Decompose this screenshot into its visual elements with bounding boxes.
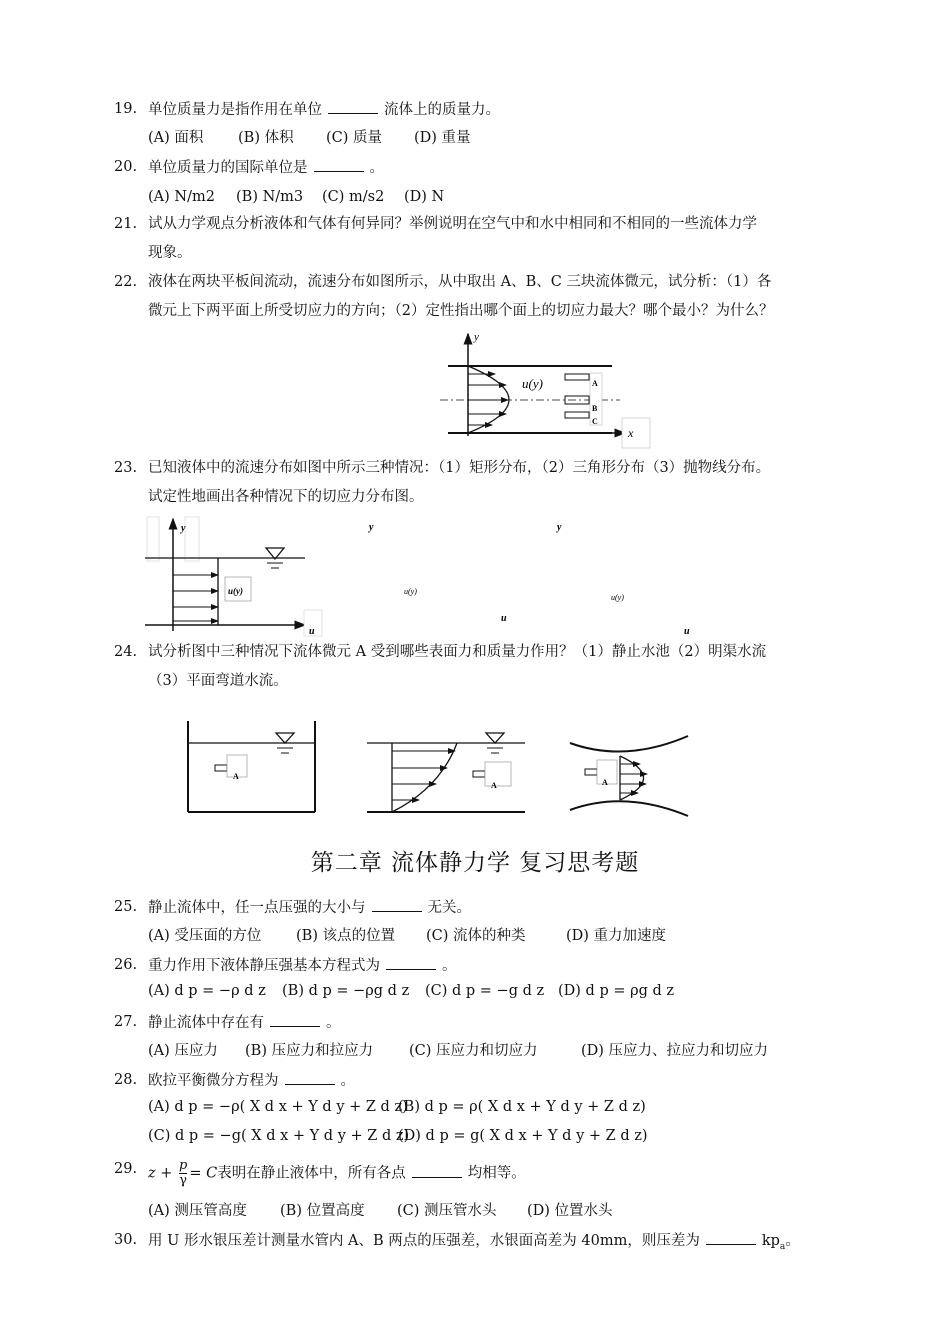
q29-stem [148, 1159, 526, 1188]
q22-line1: 液体在两块平板间流动，流速分布如图所示，从中取出 A、B、C 三块流体微元，试分析：（1）各 [148, 274, 772, 290]
q23-y-label-1: y [181, 523, 186, 534]
q23-line2: 试定性地画出各种情况下的切应力分布图。 [148, 489, 424, 505]
q28-text: 欧拉平衡微分方程为 [148, 1073, 279, 1089]
q19-number: 19. [114, 101, 138, 117]
q29-option-d: (D) 位置水头 [527, 1203, 613, 1219]
q20-text: 单位质量力的国际单位是 [148, 160, 308, 176]
q20-blank [314, 157, 364, 172]
q23-axis-label-2: u [501, 613, 507, 624]
q27-option-a: (A) 压应力 [148, 1043, 218, 1059]
q22-x-label: x [628, 426, 634, 440]
q29-text: 表明在静止液体中，所有各点 [217, 1165, 406, 1182]
q29-formula-left: z + [148, 1165, 173, 1182]
q28-text-end: 。 [340, 1073, 355, 1089]
q22-element-a [565, 374, 589, 380]
q27-blank [270, 1012, 320, 1027]
q20-text-end: 。 [369, 160, 384, 176]
q27-option-c: (C) 压应力和切应力 [409, 1043, 538, 1059]
q24-a-label-1: A [233, 772, 239, 781]
q29-fraction [179, 1159, 187, 1188]
q26-options [148, 981, 674, 1001]
q30-stem [148, 1230, 800, 1257]
q29-number: 29. [114, 1161, 138, 1177]
q22-y-label: y [474, 331, 479, 343]
q22-b-label: B [592, 404, 598, 413]
q30-blank [706, 1230, 756, 1245]
q26-option-b: (B) d p = −ρg d z [282, 983, 410, 999]
q22-a-label: A [592, 379, 598, 388]
q25-stem [148, 897, 471, 918]
q26-option-a: (A) d p = −ρ d z [148, 983, 266, 999]
q20-option-a: (A) N/m2 [148, 189, 215, 205]
q27-text: 静止流体中存在有 [148, 1015, 264, 1031]
q28-option-b: (B) d p = ρ( X d x + Y d y + Z d z) [398, 1099, 646, 1115]
q27-option-d: (D) 压应力、拉应力和切应力 [581, 1043, 769, 1059]
q26-blank [386, 955, 436, 970]
q26-option-c: (C) d p = −g d z [425, 983, 545, 999]
q24-line1: 试分析图中三种情况下流体微元 A 受到哪些表面力和质量力作用？（1）静止水池（2）明渠水流 [148, 644, 767, 660]
q25-text-end: 无关。 [427, 900, 471, 916]
q29-fraction-den: γ [179, 1173, 188, 1188]
q30-unit-sub: a [779, 1241, 786, 1252]
q28-number: 28. [114, 1072, 138, 1088]
q23-line1: 已知液体中的流速分布如图中所示三种情况：（1）矩形分布，（2）三角形分布（3）抛物线分布。 [148, 460, 771, 476]
q22-line2: 微元上下两平面上所受切应力的方向；（2）定性指出哪个面上的切应力最大？哪个最小？为什么？ [148, 303, 774, 319]
q24-static-tank [188, 721, 315, 812]
q19-text: 单位质量力是指作用在单位 [148, 102, 322, 118]
q23-number: 23. [114, 460, 138, 476]
chapter-heading: 第二章 流体静力学 复习思考题 [310, 850, 640, 876]
q24-figure [185, 718, 705, 818]
q24-line2: （3）平面弯道水流。 [148, 673, 288, 689]
q26-text: 重力作用下液体静压强基本方程式为 [148, 958, 380, 974]
q30-text: 用 U 形水银压差计测量水管内 A、B 两点的压强差，水银面高差为 40mm，则压差为 [148, 1233, 700, 1249]
q27-options [148, 1041, 768, 1061]
q21-line1: 试从力学观点分析液体和气体有何异同？举例说明在空气中和水中相同和不相同的一些流体力学 [148, 216, 757, 232]
q26-option-d: (D) d p = ρg d z [558, 983, 675, 999]
q27-text-end: 。 [326, 1015, 341, 1031]
q22-element-c [565, 412, 589, 418]
q29-formula-right: = C [189, 1165, 218, 1182]
q29-fraction-num: p [179, 1158, 188, 1173]
q20-options [148, 187, 444, 207]
q22-figure [440, 328, 670, 453]
q23-y-label-2: y [369, 522, 374, 533]
q29-options [148, 1201, 613, 1221]
q19-blank [328, 99, 378, 114]
q19-option-c: (C) 质量 [326, 130, 383, 146]
q19-stem [148, 99, 500, 120]
q23-u-label-3: u(y) [611, 593, 624, 602]
q25-option-a: (A) 受压面的方位 [148, 928, 262, 944]
q28-option-d: (D) d p = g( X d x + Y d y + Z d z) [398, 1128, 648, 1144]
q22-x-label-box [622, 418, 650, 448]
q20-number: 20. [114, 159, 138, 175]
q28-blank [285, 1070, 335, 1085]
q30-unit: kp [761, 1233, 780, 1249]
q28-stem [148, 1070, 355, 1091]
q19-option-a: (A) 面积 [148, 130, 204, 146]
q20-option-d: (D) N [404, 189, 445, 205]
q21-line2: 现象。 [148, 245, 192, 261]
q23-axis-label-3: u [684, 626, 690, 637]
q27-stem [148, 1012, 341, 1033]
q23-axis-label-1: u [309, 626, 315, 637]
q28-option-c: (C) d p = −g( X d x + Y d y + Z d z) [148, 1128, 410, 1144]
q22-c-label: C [592, 417, 598, 426]
q19-options [148, 128, 471, 148]
q22-u-label: u(y) [522, 376, 543, 391]
q22-number: 22. [114, 274, 138, 290]
q19-option-b: (B) 体积 [238, 130, 294, 146]
q25-option-b: (B) 该点的位置 [296, 928, 396, 944]
q30-number: 30. [114, 1232, 138, 1248]
q24-curved-channel [570, 736, 688, 816]
water-surface-icon [266, 548, 284, 559]
q30-text-end: 。 [785, 1233, 800, 1249]
q24-a-label-2: A [491, 781, 497, 790]
q20-option-b: (B) N/m3 [236, 189, 304, 205]
q23-u-label-1: u(y) [228, 586, 243, 596]
q24-number: 24. [114, 644, 138, 660]
q23-y-label-3: y [557, 522, 562, 533]
q26-text-end: 。 [442, 958, 457, 974]
q29-blank [412, 1163, 462, 1178]
q28-option-a: (A) d p = −ρ( X d x + Y d y + Z d z) [148, 1099, 408, 1115]
q26-number: 26. [114, 957, 138, 973]
q23-u-label-2: u(y) [404, 587, 417, 596]
q29-option-a: (A) 测压管高度 [148, 1203, 247, 1219]
q26-stem [148, 955, 457, 976]
q24-open-channel [367, 733, 525, 812]
q25-blank [372, 897, 422, 912]
q27-number: 27. [114, 1014, 138, 1030]
q25-text: 静止流体中，任一点压强的大小与 [148, 900, 366, 916]
q29-option-c: (C) 测压管水头 [397, 1203, 497, 1219]
q19-text-end: 流体上的质量力。 [384, 102, 500, 118]
q25-options [148, 926, 666, 946]
q25-number: 25. [114, 899, 138, 915]
q25-option-d: (D) 重力加速度 [566, 928, 667, 944]
q29-text-end: 均相等。 [467, 1165, 526, 1182]
q19-option-d: (D) 重量 [414, 130, 471, 146]
q23-figure [145, 513, 705, 638]
q20-option-c: (C) m/s2 [322, 189, 385, 205]
q25-option-c: (C) 流体的种类 [426, 928, 526, 944]
q20-stem [148, 157, 384, 178]
q24-a-label-3: A [602, 778, 608, 787]
q21-number: 21. [114, 216, 138, 232]
q27-option-b: (B) 压应力和拉应力 [245, 1043, 374, 1059]
q29-option-b: (B) 位置高度 [280, 1203, 365, 1219]
